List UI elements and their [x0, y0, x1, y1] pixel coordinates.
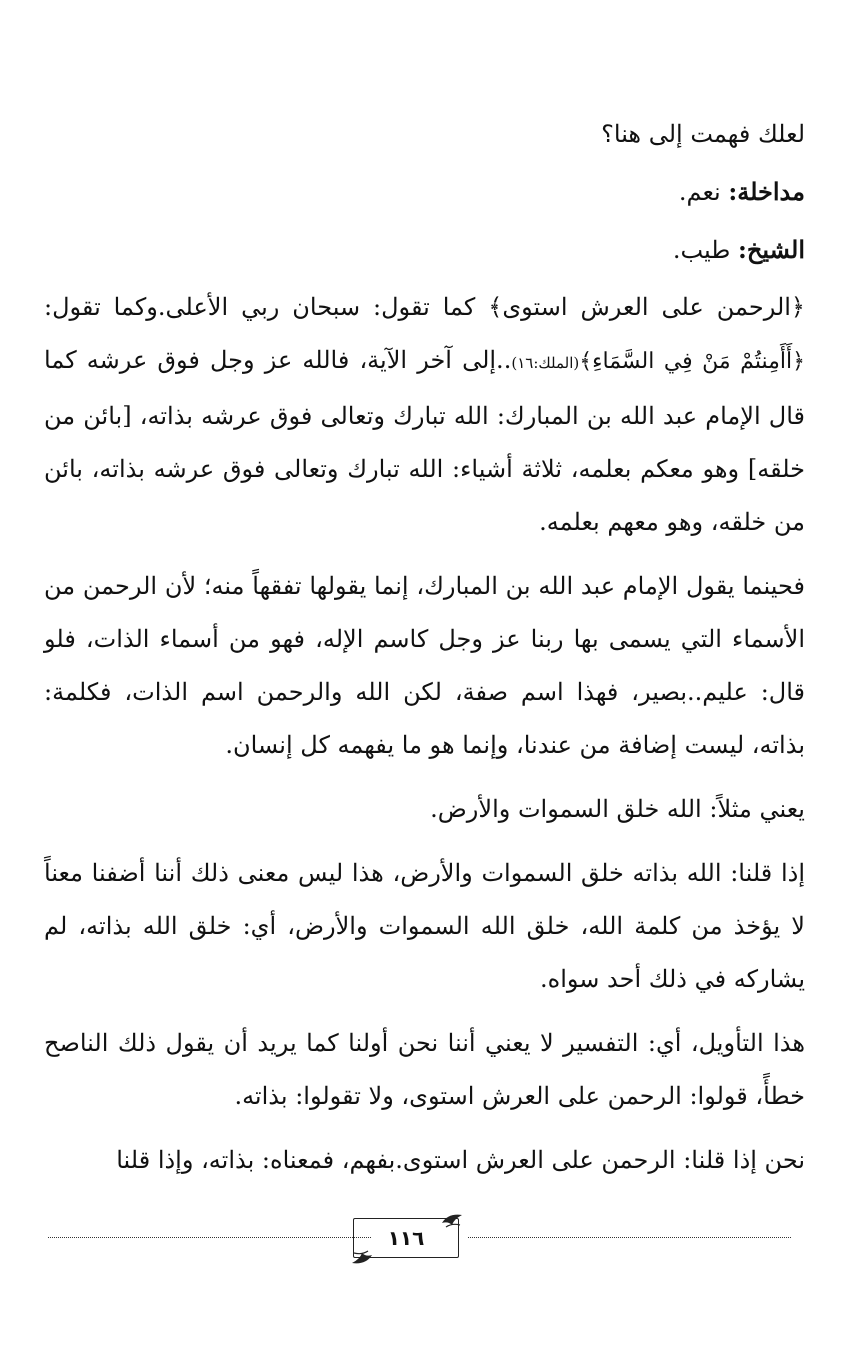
page-number-box — [353, 1218, 459, 1258]
page-number: ١١٦ — [387, 1226, 425, 1250]
speaker-label-sheikh: الشيخ: — [738, 235, 805, 264]
quran-verse-1: ﴿الرحمن على العرش استوى﴾ — [488, 293, 805, 321]
verse-reference: (الملك:١٦) — [511, 354, 580, 372]
corner-ornament-icon — [440, 1211, 464, 1235]
paragraph-3 — [44, 223, 805, 277]
corner-ornament-icon — [350, 1243, 374, 1267]
paragraph-7: إذا قلنا: الله بذاته خلق السموات والأرض، هذا ليس معنى ذلك أننا أضفنا معناً لا يؤخذ من كلمة الله، خلق الله السموات والأرض، أي: خلق الله بذاته، لم يشاركه في ذلك أحد سواه. — [44, 859, 805, 993]
paragraph-6: يعني مثلاً: الله خلق السموات والأرض. — [430, 795, 805, 823]
page-footer — [48, 1218, 791, 1278]
paragraph-3-text: طيب. — [672, 236, 739, 264]
paragraph-9: نحن إذا قلنا: الرحمن على العرش استوى.بفهم، فمعناه: بذاته، وإذا قلنا — [116, 1146, 805, 1174]
paragraph-4-text-2: ..إلى آخر الآية، فالله عز وجل فوق عرشه كما قال الإمام عبد الله بن المبارك: الله تبارك وتعالى فوق عرشه بذاته، [بائن من خلقه] وهو معكم بعلمه، ثلاثة أشياء: الله تبارك وتعالى فوق عرشه بذاته، بائن من خلقه، وهو معهم بعلمه. — [44, 346, 805, 536]
footer-rule-right — [468, 1237, 791, 1238]
paragraph-4 — [44, 281, 805, 549]
footer-rule-left — [48, 1237, 371, 1238]
paragraph-2 — [44, 165, 805, 219]
quran-verse-2: ﴿أَأَمِنتُمْ مَنْ فِي السَّمَاءِ﴾ — [579, 349, 806, 374]
paragraph-1: لعلك فهمت إلى هنا؟ — [601, 120, 805, 148]
paragraph-5: فحينما يقول الإمام عبد الله بن المبارك، إنما يقولها تفقهاً منه؛ لأن الرحمن من الأسماء التي يسمى بها ربنا عز وجل كاسم الإله، فهو من أسماء الذات، فلو قال: عليم..بصير، فهذا اسم صفة، لكن الله والرحمن اسم الذات، فكلمة: بذاته، ليست إضافة من عندنا، وإنما هو ما يفهمه كل إنسان. — [44, 572, 805, 759]
paragraph-4-text-1: كما تقول: سبحان ربي الأعلى.وكما تقول: — [44, 293, 489, 321]
page-body — [44, 108, 805, 1187]
paragraph-2-text: نعم. — [678, 178, 729, 206]
speaker-label-intervention: مداخلة: — [728, 177, 805, 206]
paragraph-8: هذا التأويل، أي: التفسير لا يعني أننا نحن أولنا كما يريد أن يقول ذلك الناصح خطأً، قولوا: الرحمن على العرش استوى، ولا تقولوا: بذاته. — [44, 1029, 805, 1110]
